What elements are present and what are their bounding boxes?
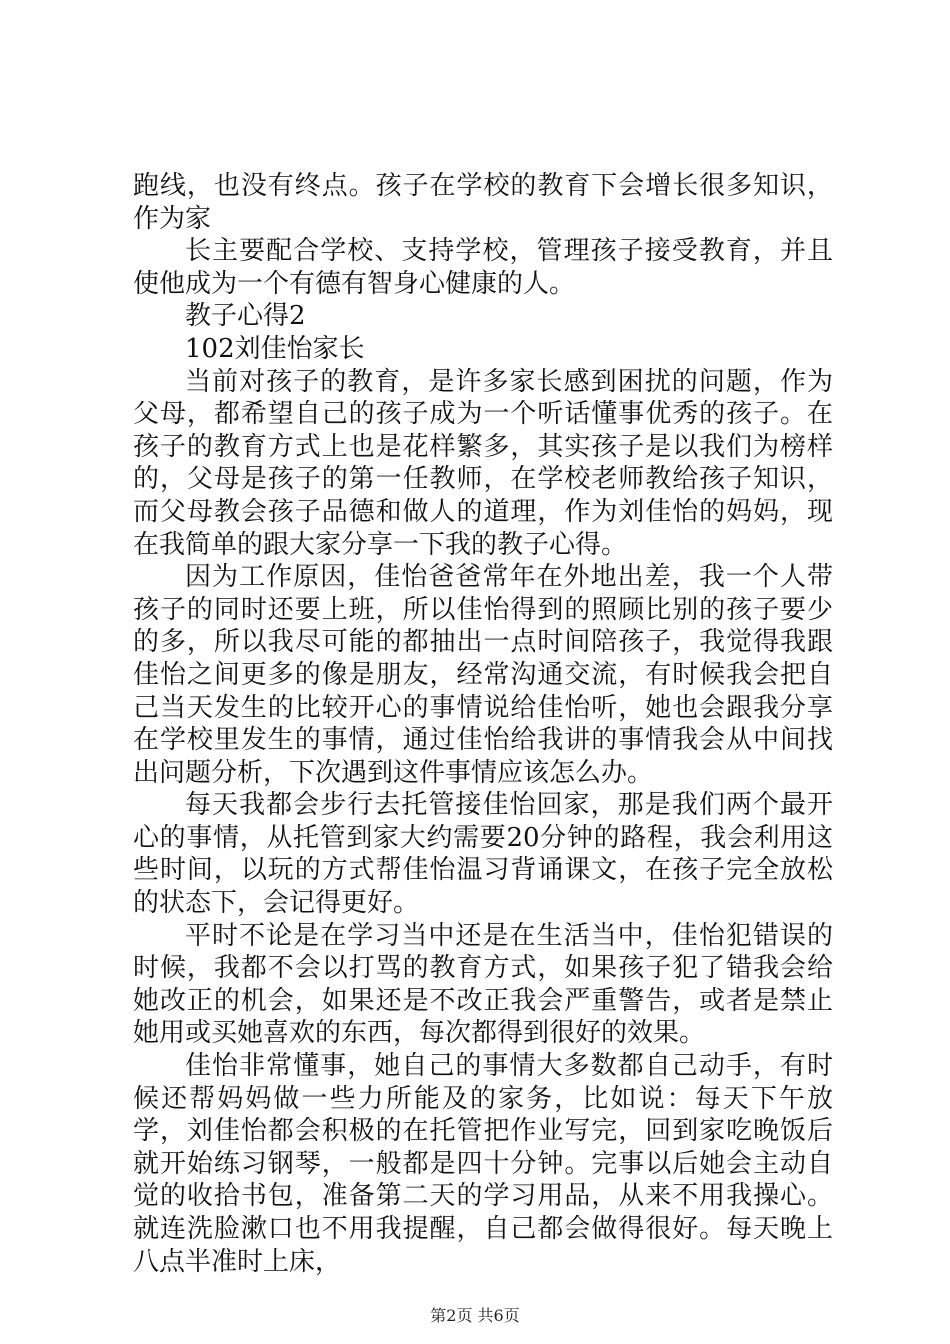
paragraph: 102刘佳怡家长 xyxy=(185,333,365,364)
paragraph: 佳怡非常懂事，她自己的事情大多数都自己动手，有时候还帮妈妈做一些力所能及的家务，比如说：每天下午放学，刘佳怡都会积极的在托管把作业写完，回到家吃晚饭后就开始练习钢琴，一般都是四十分钟。完事以后她会主动自觉的收拾书包，准备第二天的学习用品，从来不用我操心。就连洗脸漱口也不用我提醒，自己都会做得很好。每天晚上八点半准时上床， xyxy=(133,1051,833,1277)
paragraph: 每天我都会步行去托管接佳怡回家，那是我们两个最开心的事情，从托管到家大约需要20分钟的路程，我会利用这些时间，以玩的方式帮佳怡温习背诵课文，在孩子完全放松的状态下，会记得更好。 xyxy=(133,790,833,919)
paragraph: 跑线，也没有终点。孩子在学校的教育下会增长很多知识，作为家 xyxy=(133,171,833,234)
paragraph: 因为工作原因，佳怡爸爸常年在外地出差，我一个人带孩子的同时还要上班，所以佳怡得到的照顾比别的孩子要少的多，所以我尽可能的都抽出一点时间陪孩子，我觉得我跟佳怡之间更多的像是朋友，经常沟通交流，有时候我会把自己当天发生的比较开心的事情说给佳怡听，她也会跟我分享在学校里发生的事情，通过佳怡给我讲的事情我会从中间找出问题分析，下次遇到这件事情应该怎么办。 xyxy=(133,562,833,788)
paragraph: 长主要配合学校、支持学校，管理孩子接受教育，并且使他成为一个有德有智身心健康的人。 xyxy=(133,236,833,299)
document-body xyxy=(133,170,833,1278)
paragraph: 当前对孩子的教育，是许多家长感到困扰的问题，作为父母，都希望自己的孩子成为一个听话懂事优秀的孩子。在孩子的教育方式上也是花样繁多，其实孩子是以我们为榜样的，父母是孩子的第一任教师，在学校老师教给孩子知识，而父母教会孩子品德和做人的道理，作为刘佳怡的妈妈，现在我简单的跟大家分享一下我的教子心得。 xyxy=(133,366,833,560)
page-footer: 第2页 共6页 xyxy=(430,1306,520,1325)
paragraph: 教子心得2 xyxy=(185,301,306,332)
paragraph: 平时不论是在学习当中还是在生活当中，佳怡犯错误的时候，我都不会以打骂的教育方式，如果孩子犯了错我会给她改正的机会，如果还是不改正我会严重警告，或者是禁止她用或买她喜欢的东西，每次都得到很好的效果。 xyxy=(133,920,833,1049)
